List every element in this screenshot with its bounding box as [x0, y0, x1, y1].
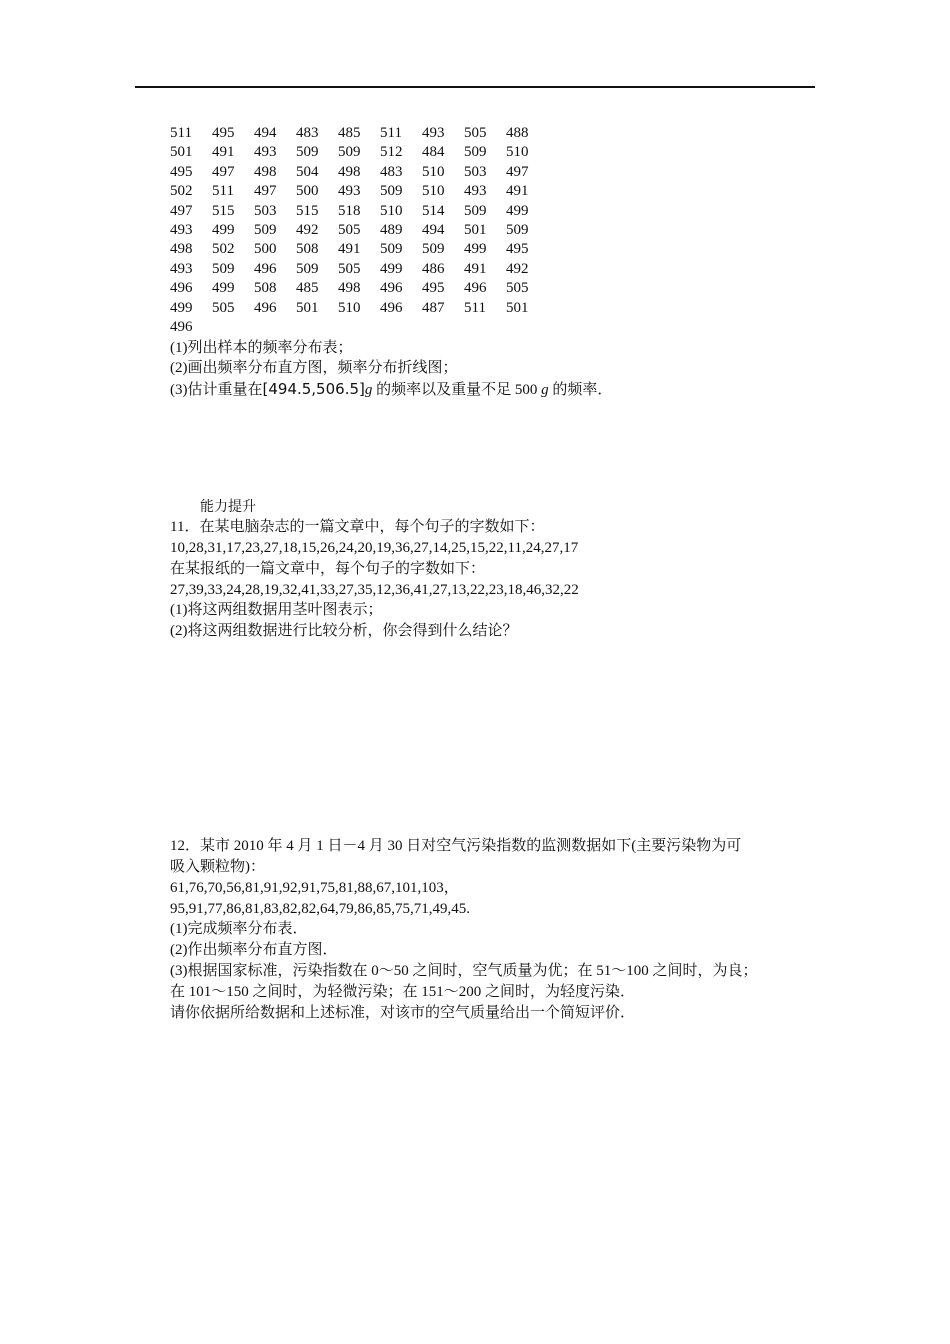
q10-part3: (3)估计重量在[494.5,506.5]g 的频率以及重量不足 500 g 的频率．: [170, 380, 613, 398]
q11-stem: 11．在某电脑杂志的一篇文章中，每个句子的字数如下：: [170, 519, 545, 535]
data-row: [170, 240, 548, 259]
data-cell: 510: [422, 183, 445, 200]
data-cell: 492: [506, 260, 529, 277]
data-cell: 487: [422, 299, 445, 316]
data-cell: 489: [380, 222, 403, 239]
q11-data1: 10,28,31,17,23,27,18,15,26,24,20,19,36,27,14,25,15,22,11,24,27,17: [170, 540, 579, 556]
data-cell: 504: [296, 163, 319, 180]
data-cell: 499: [170, 299, 193, 316]
data-cell: 483: [380, 163, 403, 180]
data-cell: 511: [212, 183, 234, 200]
data-cell: 510: [380, 202, 403, 219]
data-cell: 499: [212, 222, 235, 239]
data-cell: 500: [296, 183, 319, 200]
data-cell: 498: [254, 163, 277, 180]
data-cell: 493: [338, 183, 361, 200]
q12-stem-line1: 12．某市 2010 年 4 月 1 日－4 月 30 日对空气污染指数的监测数据如下(主要污染物为可: [170, 838, 742, 854]
data-cell: 486: [422, 260, 445, 277]
data-cell: 502: [212, 241, 235, 258]
data-cell: 505: [464, 125, 487, 141]
data-cell: 496: [464, 280, 487, 297]
data-cell: 503: [464, 163, 487, 180]
data-cell: 495: [506, 241, 529, 258]
data-cell: 497: [254, 183, 277, 200]
data-cell: 514: [422, 202, 445, 219]
data-cell: 502: [170, 183, 193, 200]
q10-part1: (1)列出样本的频率分布表；: [170, 340, 353, 356]
data-cell: 499: [464, 241, 487, 258]
data-row: [170, 163, 548, 182]
data-cell: 484: [422, 144, 445, 161]
weight-data-table: [170, 124, 548, 337]
q12-part2: (2)作出频率分布直方图．: [170, 942, 338, 958]
data-cell: 497: [170, 202, 193, 219]
data-cell: 509: [380, 183, 403, 200]
data-row: [170, 318, 548, 337]
data-cell: 508: [296, 241, 319, 258]
q12-stem-line2: 吸入颗粒物)：: [170, 859, 265, 875]
data-cell: 495: [170, 163, 193, 180]
data-cell: 493: [170, 222, 193, 239]
data-cell: 493: [254, 144, 277, 161]
data-cell: 509: [506, 222, 529, 239]
section-heading: 能力提升: [200, 499, 256, 515]
data-cell: 511: [170, 125, 192, 141]
data-cell: 501: [296, 299, 319, 316]
data-cell: 496: [170, 319, 193, 336]
data-cell: 499: [380, 260, 403, 277]
data-cell: 493: [464, 183, 487, 200]
data-cell: 508: [254, 280, 277, 297]
data-cell: 500: [254, 241, 277, 258]
data-row: [170, 182, 548, 201]
data-cell: 509: [254, 222, 277, 239]
data-cell: 509: [296, 144, 319, 161]
data-cell: 509: [422, 241, 445, 258]
data-cell: 509: [380, 241, 403, 258]
data-cell: 495: [212, 125, 235, 141]
data-row: [170, 143, 548, 162]
data-cell: 501: [506, 299, 529, 316]
q12-data1: 61,76,70,56,81,91,92,91,75,81,88,67,101,103，: [170, 880, 459, 896]
data-cell: 494: [422, 222, 445, 239]
data-cell: 515: [212, 202, 235, 219]
q11-part1: (1)将这两组数据用茎叶图表示；: [170, 602, 383, 618]
data-cell: 493: [422, 125, 445, 141]
data-cell: 509: [464, 202, 487, 219]
header-rule: [135, 86, 815, 88]
data-row: [170, 124, 548, 143]
data-cell: 509: [212, 260, 235, 277]
data-cell: 488: [506, 125, 529, 141]
interval-expression: [494.5,506.5]: [262, 380, 365, 398]
data-cell: 498: [338, 163, 361, 180]
data-cell: 497: [506, 163, 529, 180]
data-cell: 503: [254, 202, 277, 219]
q12-part3-line1: (3)根据国家标准，污染指数在 0～50 之间时，空气质量为优；在 51～100 之间时，为良；: [170, 963, 758, 979]
data-cell: 512: [380, 144, 403, 161]
data-cell: 496: [254, 260, 277, 277]
data-cell: 497: [212, 163, 235, 180]
data-cell: 501: [170, 144, 193, 161]
data-cell: 491: [464, 260, 487, 277]
data-cell: 499: [506, 202, 529, 219]
data-cell: 496: [254, 299, 277, 316]
data-cell: 511: [380, 125, 402, 141]
data-row: [170, 299, 548, 318]
data-cell: 510: [338, 299, 361, 316]
data-cell: 509: [464, 144, 487, 161]
data-cell: 485: [296, 280, 319, 297]
q11-data2: 27,39,33,24,28,19,32,41,33,27,35,12,36,41,27,13,22,23,18,46,32,22: [170, 582, 579, 598]
data-cell: 494: [254, 125, 277, 141]
q12-part1: (1)完成频率分布表．: [170, 921, 308, 937]
data-cell: 505: [212, 299, 235, 316]
data-cell: 496: [170, 280, 193, 297]
data-cell: 498: [338, 280, 361, 297]
data-cell: 510: [422, 163, 445, 180]
data-cell: 511: [464, 299, 486, 316]
data-cell: 509: [338, 144, 361, 161]
q11-stem2: 在某报纸的一篇文章中，每个句子的字数如下：: [170, 561, 486, 577]
q12-part3-line3: 请你依据所给数据和上述标准，对该市的空气质量给出一个简短评价．: [170, 1005, 636, 1021]
data-cell: 501: [464, 222, 487, 239]
data-cell: 491: [212, 144, 235, 161]
data-cell: 509: [296, 260, 319, 277]
data-cell: 495: [422, 280, 445, 297]
data-cell: 518: [338, 202, 361, 219]
data-cell: 493: [170, 260, 193, 277]
data-cell: 515: [296, 202, 319, 219]
q12-part3-line2: 在 101～150 之间时，为轻微污染；在 151～200 之间时，为轻度污染．: [170, 984, 636, 1000]
data-cell: 499: [212, 280, 235, 297]
data-cell: 510: [506, 144, 529, 161]
data-row: [170, 202, 548, 221]
data-cell: 496: [380, 299, 403, 316]
data-row: [170, 279, 548, 298]
data-row: [170, 221, 548, 240]
data-cell: 491: [506, 183, 529, 200]
data-cell: 496: [380, 280, 403, 297]
data-cell: 505: [506, 280, 529, 297]
data-cell: 485: [338, 125, 361, 141]
q11-part2: (2)将这两组数据进行比较分析，你会得到什么结论？: [170, 623, 518, 639]
data-cell: 498: [170, 241, 193, 258]
data-cell: 505: [338, 222, 361, 239]
data-cell: 492: [296, 222, 319, 239]
data-cell: 483: [296, 125, 319, 141]
data-row: [170, 260, 548, 279]
data-cell: 505: [338, 260, 361, 277]
q12-data2: 95,91,77,86,81,83,82,82,64,79,86,85,75,71,49,45.: [170, 901, 470, 917]
q10-part2: (2)画出频率分布直方图，频率分布折线图；: [170, 360, 458, 376]
data-cell: 491: [338, 241, 361, 258]
